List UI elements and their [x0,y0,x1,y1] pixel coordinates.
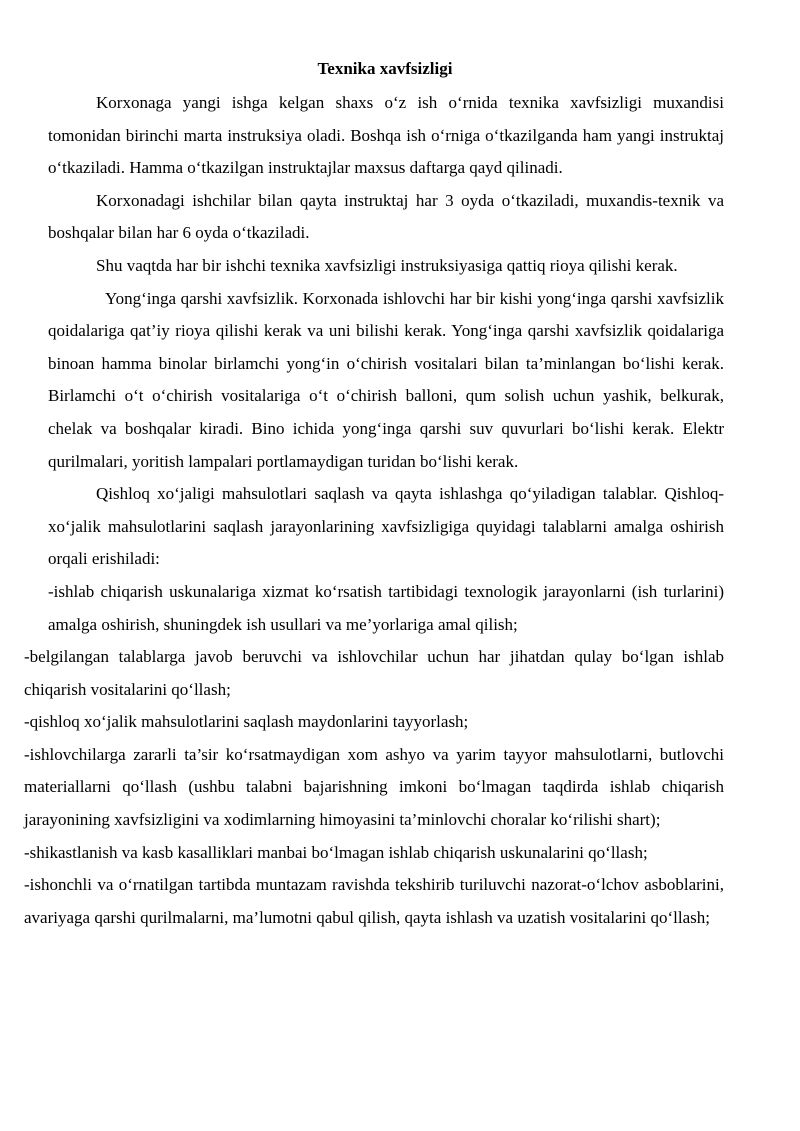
list-item: -ishlab chiqarish uskunalariga xizmat ko‘rsatish tartibidagi texnologik jarayonlarni (ish turlarini) amalga oshirish, shuningdek ish usullari va me’yorlariga amal qilish; [48,581,724,634]
list-item: -shikastlanish va kasb kasalliklari manbai bo‘lmagan ishlab chiqarish uskunalarini qo‘llash; [24,842,648,862]
paragraph-repeat-instruction: Korxonadagi ishchilar bilan qayta instruktaj har 3 oyda o‘tkaziladi, muxandis-texnik va boshqalar bilan har 6 oyda o‘tkaziladi. [48,190,724,243]
paragraph-fire-safety: Yong‘inga qarshi xavfsizlik. Korxonada ishlovchi har bir kishi yong‘inga qarshi xavfsizlik qoidalariga qat’iy rioya qilishi kerak va uni bilishi kerak. Yong‘inga qarshi xavfsizlik qoidalariga binoan hamma binolar birlamchi yong‘in o‘chirish vositalari bilan ta’minlangan bo‘lishi kerak. Birlamchi o‘t o‘chirish vositalariga o‘t o‘chirish balloni, qum solish uchun yashik, belkurak, chelak va boshqalar kiradi. Bino ichida yong‘inga qarshi suv quvurlari bo‘lishi kerak. Elektr qurilmalari, yoritish lampalari portlamaydigan turidan bo‘lishi kerak. [48,288,724,471]
list-item: -belgilangan talablarga javob beruvchi va ishlovchilar uchun har jihatdan qulay bo‘lgan ishlab chiqarish vositalarini qo‘llash; [24,647,724,699]
paragraph-compliance: Shu vaqtda har bir ishchi texnika xavfsizligi instruksiyasiga qattiq rioya qilishi kerak. [96,255,678,275]
list-item: -ishonchli va o‘rnatilgan tartibda muntazam ravishda tekshirib turiluvchi nazorat-o‘lchov asboblarini, avariyaga qarshi qurilmalarni, ma’lumotni qabul qilish, qayta ishlash va uzatish vositalarini qo‘llash; [24,875,724,927]
paragraph-agri-requirements: Qishloq xo‘jaligi mahsulotlari saqlash va qayta ishlashga qo‘yiladigan talablar. Qishloq-xo‘jalik mahsulotlarini saqlash jarayonlarining xavfsizligiga quyidagi talablarni amalga oshirish orqali erishiladi: [48,484,724,569]
list-item: -qishloq xo‘jalik mahsulotlarini saqlash maydonlarini tayyorlash; [24,712,469,732]
list-item: -ishlovchilarga zararli ta’sir ko‘rsatmaydigan xom ashyo va yarim tayyor mahsulotlarni, butlovchi materiallarni qo‘llash (ushbu talabni bajarishning imkoni bo‘lmagan taqdirda ishlab chiqarish jarayonining xavfsizligini va xodimlarning himoyasini ta’minlovchi choralar ko‘rilishi shart); [24,744,724,830]
document-body [24,87,724,934]
paragraph-instruction: Korxonaga yangi ishga kelgan shaxs o‘z ish o‘rnida texnika xavfsizligi muxandisi tomonidan birinchi marta instruksiya oladi. Boshqa ish o‘rniga o‘tkazilganda ham yangi instruktaj o‘tkaziladi. Hamma o‘tkazilgan instruktajlar maxsus daftarga qayd qilinadi. [48,93,724,178]
document-title: Texnika xavfsizligi [317,59,453,78]
